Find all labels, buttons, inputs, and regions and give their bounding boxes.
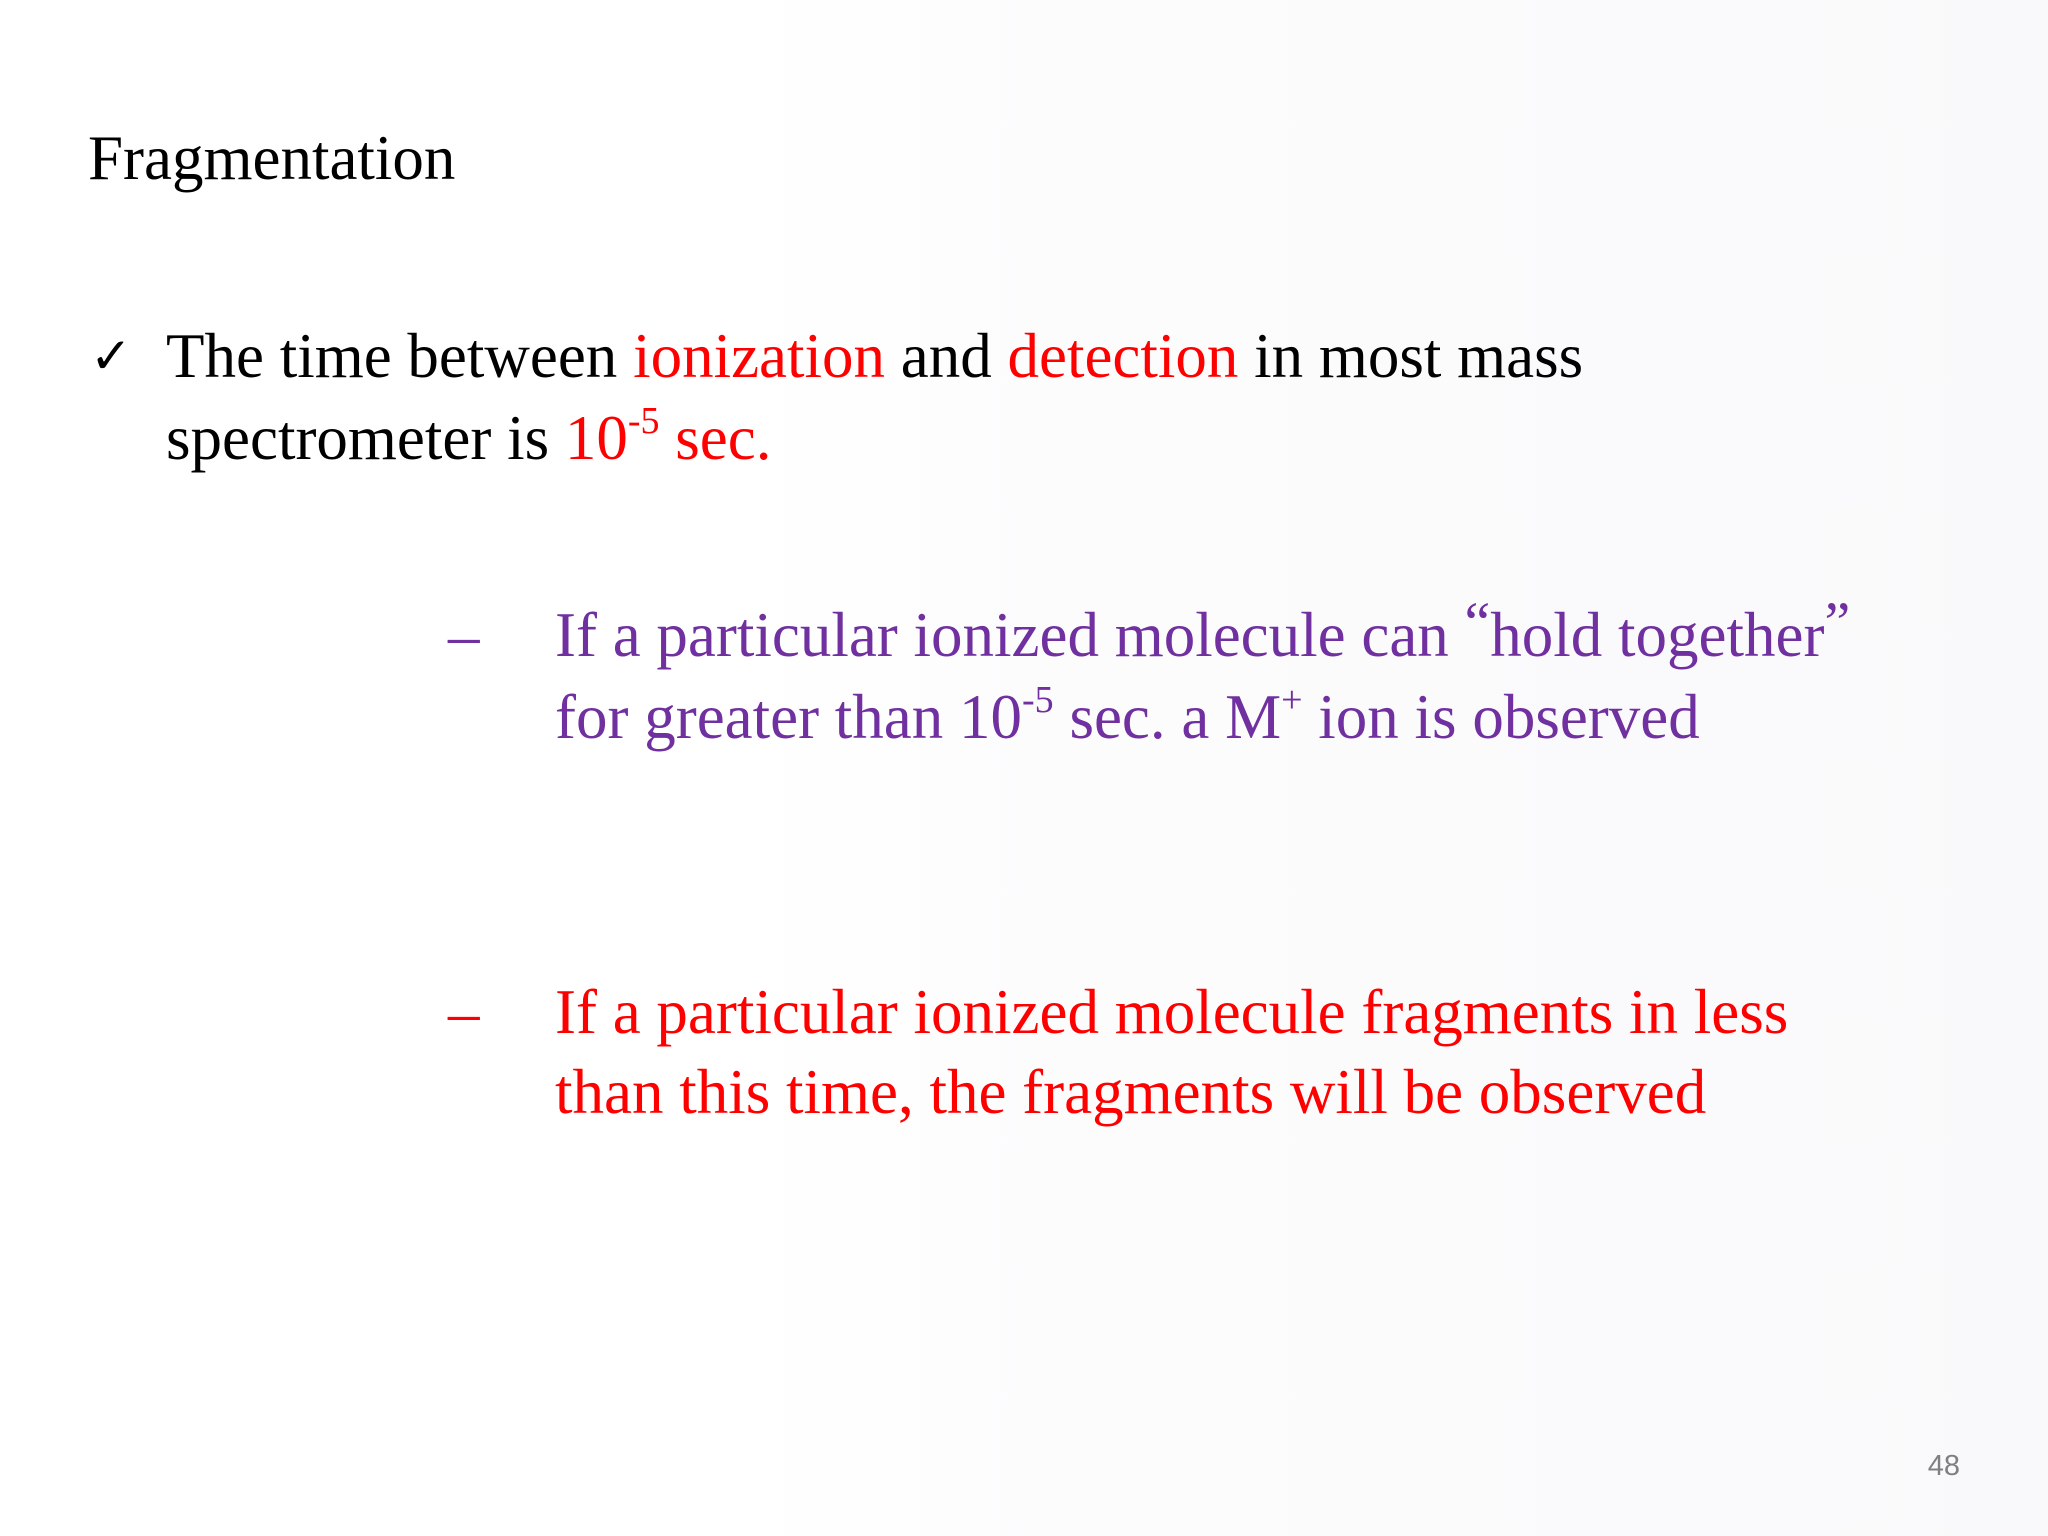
ionization-highlight: ionization (633, 321, 886, 391)
sub-bullet-1-text: If a particular ionized molecule can (555, 600, 1465, 670)
main-bullet-line-1 (166, 315, 1806, 397)
sub-bullet-1-text: ion is observed (1302, 682, 1700, 752)
sub-bullet-1-text: sec. a M (1053, 682, 1282, 752)
sub-bullet-2-line-1: If a particular ionized molecule fragments in less (555, 977, 1789, 1047)
time-value (564, 400, 772, 473)
main-bullet-text: spectrometer is (166, 403, 565, 473)
time-value-unit: sec. (659, 403, 772, 473)
exponent: -5 (1022, 679, 1054, 721)
main-bullet-line-2 (166, 397, 1806, 479)
sub-bullet-2 (555, 972, 2025, 1132)
sub-bullet-2-line-2: than this time, the fragments will be observed (555, 1057, 1707, 1127)
sub-bullet-1-dash: – (448, 600, 480, 670)
quoted-text: hold together (1490, 600, 1825, 670)
slide-title: Fragmentation (88, 123, 456, 193)
main-bullet-text: and (885, 321, 1008, 391)
time-value-base: 10 (564, 403, 628, 473)
sub-bullet-2-dash: – (448, 977, 480, 1047)
sub-bullet-1-text: for greater than 10 (555, 682, 1023, 752)
page-number: 48 (1927, 1450, 1960, 1482)
detection-highlight: detection (1007, 321, 1239, 391)
charge-superscript: + (1281, 679, 1303, 721)
main-bullet-text: The time between (166, 321, 634, 391)
close-quote: ” (1824, 590, 1851, 655)
sub-bullet-1-line-1 (555, 590, 2025, 677)
sub-bullet-1-line-2 (555, 677, 2025, 757)
checkmark-icon: ✓ (90, 327, 132, 385)
open-quote: “ (1464, 590, 1491, 655)
main-bullet-text: in most mass (1238, 321, 1584, 391)
main-bullet (166, 315, 1806, 479)
sub-bullet-1 (555, 590, 2025, 757)
time-value-exponent: -5 (627, 400, 660, 442)
